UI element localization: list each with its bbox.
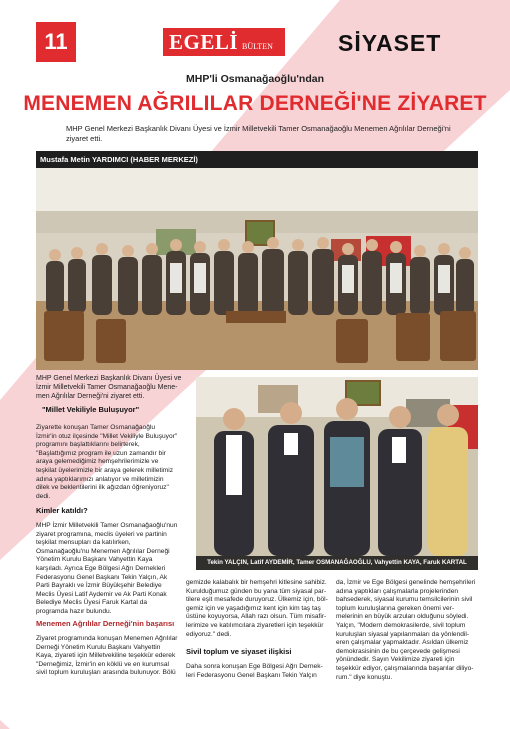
text-line: ziyaret programına, meclis üyeleri ve partinin: [36, 530, 167, 538]
lede-line: ziyaret etti.: [66, 134, 103, 143]
text-line: Belediye Meclis Üyesi Faruk Kartal da: [36, 599, 148, 607]
text-line: "Başlattığımız program ile uzun zamandır bir: [36, 449, 166, 457]
text-line: leri Federasyonu Genel Başkanı Tekin Yalçın: [186, 671, 317, 679]
text-line: Osmanağaoğlu'nu Menemen Ağrılılar Derneği: [36, 547, 170, 555]
column-1-block-3: [36, 635, 198, 678]
column-2-block-2: [186, 663, 336, 680]
article-kicker: MHP'li Osmanağaoğlu'ndan: [185, 73, 324, 85]
caption-line: MHP Genel Merkezi Başkanlık Divanı Üyesi ve: [36, 375, 182, 382]
text-line: teşekkür ediyor, çalışmalarında başarılar diliyo-: [336, 664, 474, 672]
text-line: sivil toplum kuruluşları arasında bulunuyor. Bölü: [36, 669, 176, 677]
group-photo-image: [36, 151, 478, 370]
text-line: İzmir'in otuz ilçesinde "Millet Vekiliyle Buluşuyor": [36, 432, 178, 440]
text-line: Derneği Yönetim Kurulu Başkanı Vahyettin: [36, 643, 161, 651]
column-1-block-2: [36, 522, 194, 617]
text-line: araya gelemediğimiz hemşehrilerimizle ve: [36, 458, 159, 466]
text-line: gemiz için ve yaşadığımız kent için kim taş taş: [186, 604, 321, 612]
text-line: melerinin en büyük arzuları olduğunu söyledi.: [336, 613, 469, 621]
text-line: teşkilat mensupları da katılırken,: [36, 539, 131, 547]
text-line: bahsederek, siyasal kurumu temsilcilerinin sivil: [336, 596, 473, 604]
officials-photo-image: [196, 377, 478, 570]
text-line: Ziyaret programında konuşan Menemen Ağrılılar: [36, 635, 178, 642]
officials-photo-caption: Tekin YALÇIN, Latif AYDEMİR, Tamer OSMANAĞAOĞLU, Vahyettin KAYA, Faruk KARTAL: [196, 556, 478, 570]
text-line: Yalçın, "Modern demokrasilerde, sivil toplum: [336, 621, 466, 629]
text-line: "Derneğimiz, İzmir'in en köklü ve en kurumsal: [36, 660, 169, 668]
text-line: Meclis Üyesi Latif Aydemir ve Ak Parti Konak: [36, 590, 167, 598]
caption-line: men Ağrılılar Derneği'ni ziyaret etti.: [36, 393, 145, 400]
text-line: dilek ve beklentilerini ilk ağızdan öğreniyoruz": [36, 484, 169, 492]
text-line: karşıladı. Ayrıca Ege Bölgesi Ağrı Dernekleri: [36, 564, 166, 572]
section-title: SİYASET: [338, 30, 442, 56]
text-line: lerimize ve katılımcılara ziyaretleri için teşekkür: [186, 621, 324, 629]
text-line: Federasyonu Genel Başkanı Tekin Yalçın, Ak: [36, 573, 168, 581]
text-line: ediyoruz." dedi.: [186, 630, 232, 638]
photo-caption: [36, 374, 184, 401]
text-line: dedi.: [36, 492, 51, 500]
text-line: kuruluşları siyasal yapılanmaları da yönlendil-: [336, 630, 470, 638]
text-line: adına yaptıklarımızı anlatıyor ve milletimizin: [36, 475, 164, 483]
text-line: eren çalışmalar yapmaktadır. Asıldan ülkemiz: [336, 639, 469, 647]
text-line: Kurulduğumuz günden bu yana tüm siyasal par-: [186, 587, 327, 595]
text-line: gemizde kalabalık bir hemşehri kitlesine sahibiz.: [186, 579, 327, 586]
subhead-kimler-katildi: Kimler katıldı?: [36, 506, 88, 515]
text-line: rum." diye konuştu.: [336, 673, 393, 681]
text-line: Daha sonra konuşan Ege Bölgesi Ağrı Dernek-: [186, 663, 323, 670]
text-line: Kaya, ziyareti için Milletvekiline teşekkür ederek: [36, 652, 176, 660]
page-number: 11: [36, 22, 76, 62]
photo-credit: Mustafa Metin YARDIMCI (HABER MERKEZİ): [36, 151, 478, 168]
column-2-block-1: [186, 579, 336, 639]
subhead-dernek-basarisi: Menemen Ağrılılar Derneği'nin başarısı: [36, 619, 175, 628]
text-line: Parti Bayraklı ve İzmir Büyükşehir Belediye: [36, 582, 162, 590]
text-line: MHP İzmir Milletvekili Tamer Osmanağaoğlu'nun: [36, 522, 178, 529]
column-3-block-1: [336, 579, 482, 682]
officials-photo: [196, 377, 478, 570]
text-line: Yönetim Kurulu Başkanı Vahyettin Kaya: [36, 556, 153, 564]
subhead-millet-vekiliyle: "Millet Vekiliyle Buluşuyor": [42, 405, 140, 414]
lede-line: MHP Genel Merkezi Başkanlık Divanı Üyesi ve İzmir Milletvekili Tamer Osmanağaoğlu Menemen Ağrılılar Derneği'ni: [66, 124, 451, 133]
text-line: programını başlattıklarını belirterek,: [36, 441, 140, 449]
subhead-sivil-toplum: Sivil toplum ve siyaset ilişkisi: [186, 647, 292, 656]
brand-logo: [163, 28, 285, 56]
article-lede: [66, 124, 476, 144]
text-line: yönündedir. Sayın Vekilimize ziyareti için: [336, 656, 455, 664]
text-line: üstüne koyuyorsa, Allah razı olsun. Tüm misafir-: [186, 613, 327, 621]
column-1-block-1: [36, 424, 194, 501]
text-line: demokrasisinin de bu çerçevede gelişmesi: [336, 647, 460, 655]
article-headline: MENEMEN AĞRILILAR DERNEĞİ'NE ZİYARET: [23, 92, 487, 115]
text-line: tilere eşit mesafede duruyoruz. Ülkemiz için, böl-: [186, 596, 328, 604]
text-line: Ziyarette konuşan Tamer Osmanağaoğlu: [36, 424, 155, 431]
text-line: adına yaptıkları çalışmalarla projelerinden: [336, 587, 459, 595]
text-line: teşkilat üyelerimizle bir araya gelerek milletimiz: [36, 466, 174, 474]
pink-stripe-lower: [0, 720, 10, 729]
logo-main-text: EGELİ: [169, 29, 239, 54]
logo-sub-text: BÜLTEN: [242, 41, 273, 51]
text-line: programda hazır bulundu.: [36, 607, 112, 615]
text-line: da, İzmir ve Ege Bölgesi genelinde hemşehrileri: [336, 579, 476, 586]
caption-line: İzmir Milletvekili Tamer Osmanağaoğlu Mene-: [36, 384, 178, 391]
group-photo: [36, 151, 478, 370]
text-line: toplum kuruluşlarına gereken önemi ver-: [336, 604, 455, 612]
